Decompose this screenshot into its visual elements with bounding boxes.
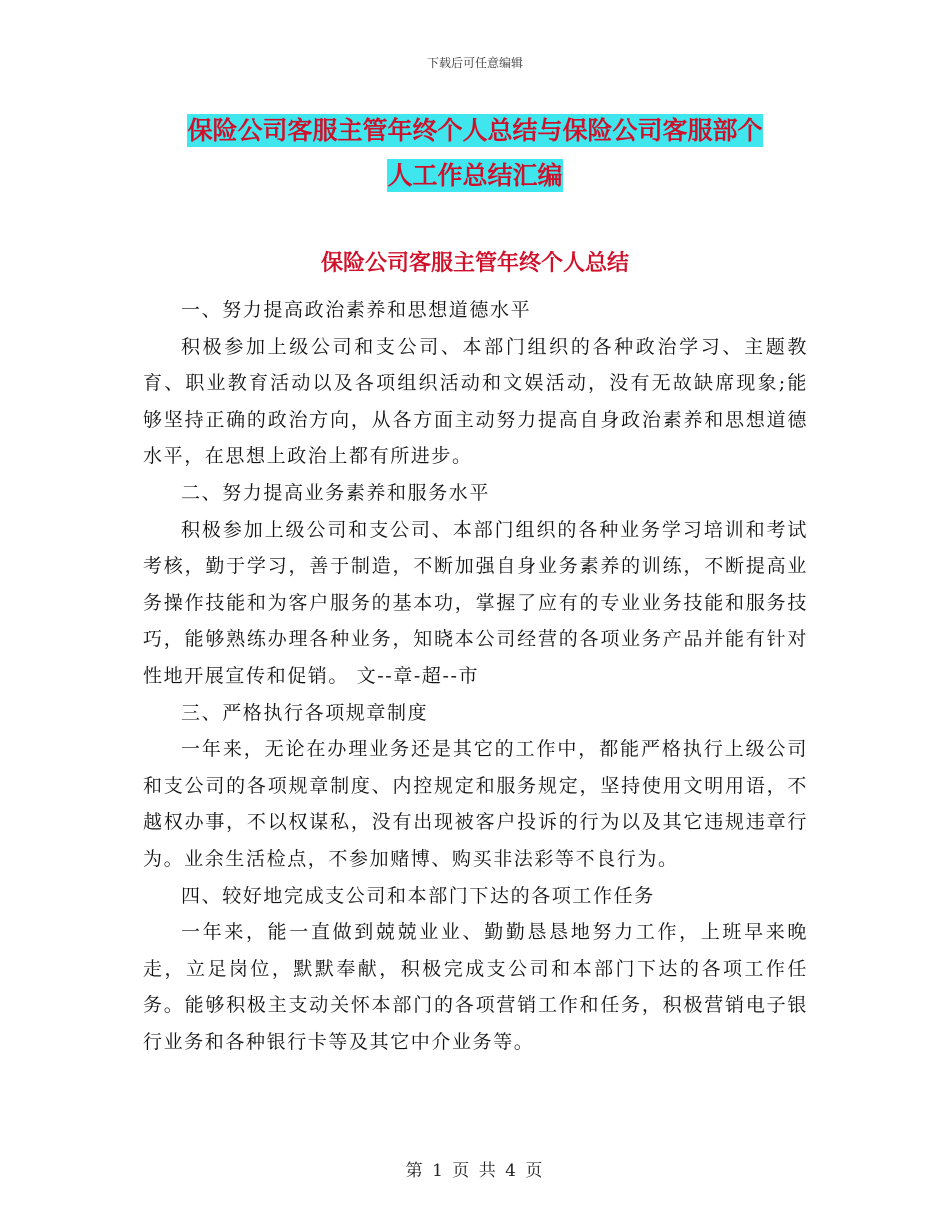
paragraph-1: 积极参加上级公司和支公司、本部门组织的各种政治学习、主题教育、职业教育活动以及各项组织活动和文娱活动，没有无故缺席现象;能够坚持正确的政治方向，从各方面主动努力提高自身政治素养和思想道德水平，在思想上政治上都有所进步。 [143,335,808,468]
heading-4: 四、较好地完成支公司和本部门下达的各项工作任务 [181,884,655,907]
document-title [150,108,800,198]
document-title-line-1: 保险公司客服主管年终个人总结与保险公司客服部个 [187,116,763,145]
heading-1: 一、努力提高政治素养和思想道德水平 [181,299,532,321]
page-number: 第 1 页 共 4 页 [405,1161,545,1181]
paragraph-4: 一年来，能一直做到兢兢业业、勤勤恳恳地努力工作，上班早来晚走，立足岗位，默默奉献，积极完成支公司和本部门下达的各项工作任务。能够积极主支动关怀本部门的各项营销工作和任务，积极营销电子银行业务和各种银行卡等及其它中介业务等。 [143,921,808,1053]
header-note: 下载后可任意编辑 [426,56,523,70]
heading-3: 三、严格执行各项规章制度 [181,701,429,724]
section-title: 保险公司客服主管年终个人总结 [320,251,629,276]
document-body [143,292,808,1060]
heading-2: 二、努力提高业务素养和服务水平 [181,481,491,504]
paragraph-3: 一年来，无论在办理业务还是其它的工作中，都能严格执行上级公司和支公司的各项规章制度、内控规定和服务规定，坚持使用文明用语，不越权办事，不以权谋私，没有出现被客户投诉的行为以及其它违规违章行为。业余生活检点，不参加赌博、购买非法彩等不良行为。 [143,738,808,870]
paragraph-2: 积极参加上级公司和支公司、本部门组织的各种业务学习培训和考试考核，勤于学习，善于制造，不断加强自身业务素养的训练，不断提高业务操作技能和为客户服务的基本功，掌握了应有的专业业务技能和服务技巧，能够熟练办理各种业务，知晓本公司经营的各项业务产品并能有针对性地开展宣传和促销。 文--章-超--市 [143,518,808,687]
document-title-line-2: 人工作总结汇编 [387,161,563,190]
